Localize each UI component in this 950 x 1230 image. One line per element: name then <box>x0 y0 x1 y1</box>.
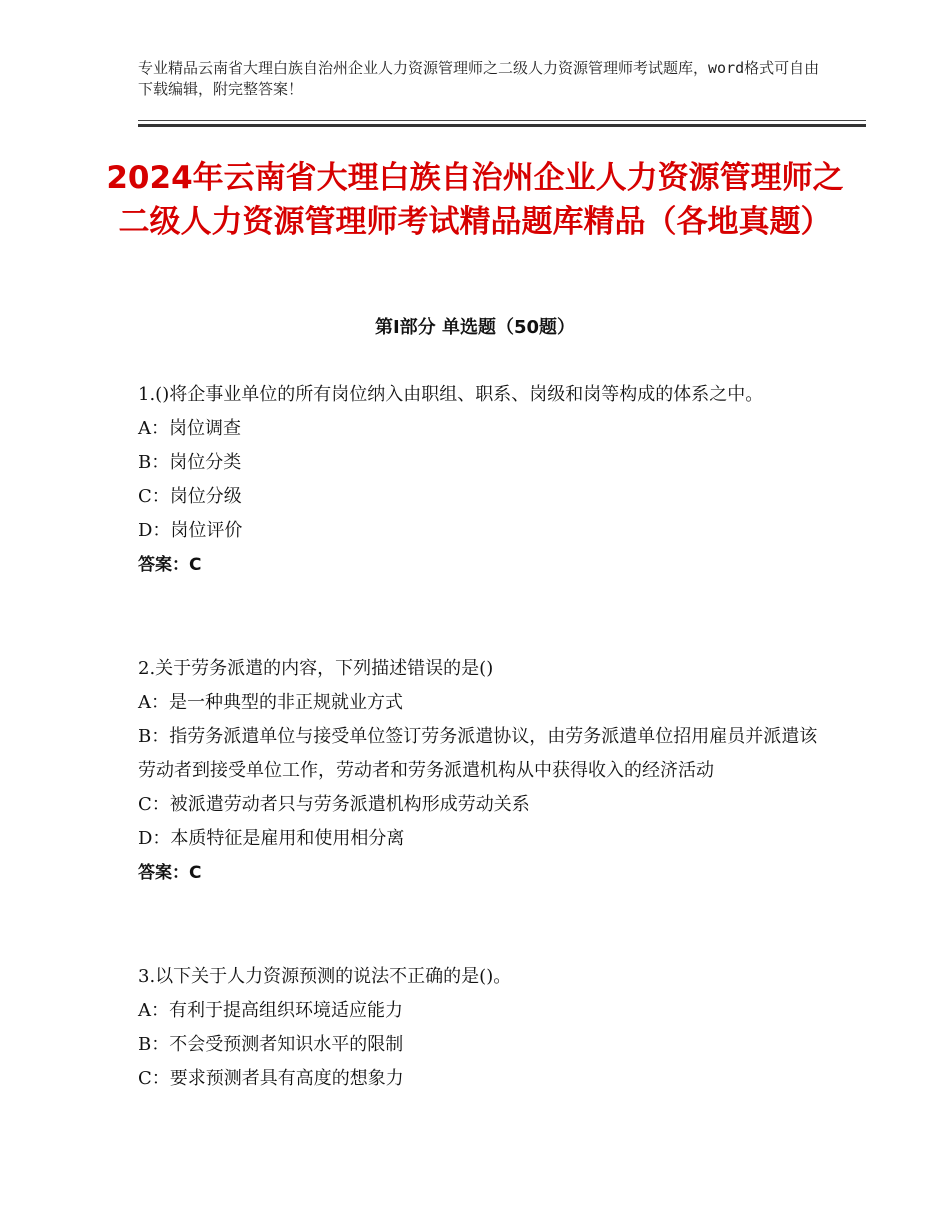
header-divider-thin <box>138 120 866 121</box>
question-stem: 2.关于劳务派遣的内容，下列描述错误的是() <box>138 658 494 679</box>
answer: 答案：C <box>138 555 202 575</box>
option-c: C：被派遣劳动者只与劳务派遣机构形成劳动关系 <box>138 794 530 815</box>
option-b: B：不会受预测者知识水平的限制 <box>138 1034 404 1055</box>
document-title: 2024年云南省大理白族自治州企业人力资源管理师之二级人力资源管理师考试精品题库精品（各地真题） <box>106 160 844 240</box>
option-a: A：岗位调查 <box>138 418 241 439</box>
option-a: A：是一种典型的非正规就业方式 <box>138 692 403 713</box>
question-2 <box>138 652 818 890</box>
header-divider-thick <box>138 124 866 127</box>
section-title: 第Ⅰ部分 单选题（50题） <box>374 317 575 338</box>
question-stem: 1.()将企事业单位的所有岗位纳入由职组、职系、岗级和岗等构成的体系之中。 <box>138 384 764 405</box>
option-d: D：本质特征是雇用和使用相分离 <box>138 828 405 849</box>
question-3 <box>138 960 818 1096</box>
question-stem: 3.以下关于人力资源预测的说法不正确的是()。 <box>138 966 512 987</box>
option-b: B：指劳务派遣单位与接受单位签订劳务派遣协议，由劳务派遣单位招用雇员并派遣该劳动者到接受单位工作，劳动者和劳务派遣机构从中获得收入的经济活动 <box>138 726 818 781</box>
option-d: D：岗位评价 <box>138 520 243 541</box>
header-note: 专业精品云南省大理白族自治州企业人力资源管理师之二级人力资源管理师考试题库，word格式可自由下载编辑，附完整答案！ <box>138 59 820 98</box>
option-c: C：岗位分级 <box>138 486 242 507</box>
option-a: A：有利于提高组织环境适应能力 <box>138 1000 403 1021</box>
option-b: B：岗位分类 <box>138 452 242 473</box>
option-c: C：要求预测者具有高度的想象力 <box>138 1068 404 1089</box>
question-1 <box>138 378 818 582</box>
answer: 答案：C <box>138 863 202 883</box>
